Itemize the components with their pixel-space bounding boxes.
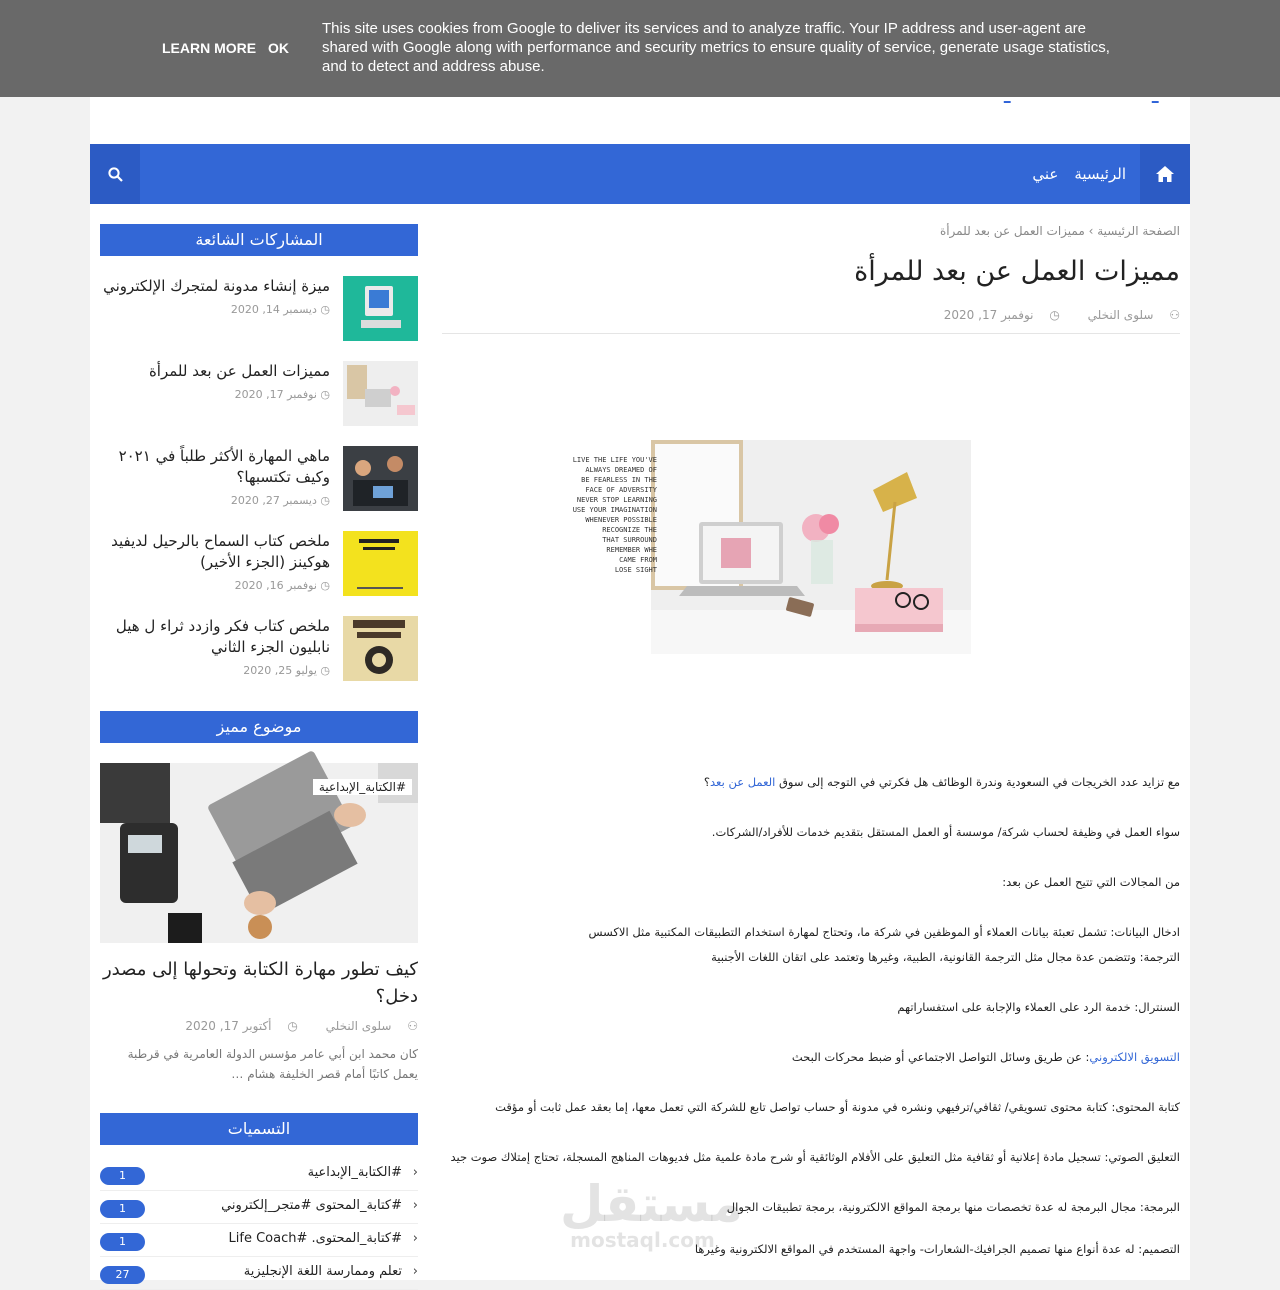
popular-post-date: ◷ نوفمبر 17, 2020 xyxy=(234,388,330,401)
popular-post-title[interactable]: ملخص كتاب فكر وازدد ثراء ل هيل نابليون الجزء الثاني xyxy=(115,617,330,656)
post-paragraph: ادخال البيانات: تشمل تعبئة بيانات العملاء أو الموظفين في شركة ما، وتحتاج لمهارة استخدام التطبيقات المكتبية مثل الاكسس xyxy=(588,925,1180,939)
svg-text:CAME FROM: CAME FROM xyxy=(619,556,657,564)
svg-text:BE FEARLESS IN THE: BE FEARLESS IN THE xyxy=(581,476,657,484)
watermark-arabic: مستقل xyxy=(560,1175,743,1233)
popular-post-title[interactable]: ملخص كتاب السماح بالرحيل لديفيد هوكينز (الجزء الأخير) xyxy=(111,532,330,571)
cookie-text: This site uses cookies from Google to deliver its services and to analyze traffic. Your IP address and user-agent are shared with Google along with performance and security metrics to ensure quality of service, generate usage statistics, and to detect and address abuse. xyxy=(322,20,1110,75)
post-thumbnail[interactable] xyxy=(343,446,418,511)
popular-post-title[interactable]: مميزات العمل عن بعد للمرأة xyxy=(148,362,330,380)
watermark-url: mostaql.com xyxy=(570,1228,715,1252)
post-paragraph: البرمجة: مجال البرمجة له عدة تخصصات منها برمجة المواقع الالكترونية، برمجة تطبيقات الجوال xyxy=(726,1200,1180,1214)
post-thumbnail[interactable] xyxy=(343,616,418,681)
clock-icon: ◷ xyxy=(316,388,330,401)
ok-button[interactable]: OK xyxy=(268,40,289,56)
label-count: 1 xyxy=(100,1233,145,1251)
svg-text:REMEMBER WHE: REMEMBER WHE xyxy=(606,546,657,554)
label-name[interactable]: #الكتابة_الإبداعية xyxy=(307,1165,402,1180)
clock-icon: ◷ xyxy=(316,494,330,507)
popular-post-date: ◷ ديسمبر 27, 2020 xyxy=(230,494,330,507)
label-item[interactable] xyxy=(100,1257,418,1290)
page-container xyxy=(90,0,1190,1280)
post-image xyxy=(572,440,971,654)
link-remote-work[interactable]: العمل عن بعد xyxy=(710,775,776,789)
post-paragraph: من المجالات التي تتيح العمل عن بعد: xyxy=(1002,875,1180,889)
svg-text:FACE OF ADVERSITY: FACE OF ADVERSITY xyxy=(585,486,657,494)
main-nav xyxy=(90,144,1190,204)
popular-post-date: ◷ ديسمبر 14, 2020 xyxy=(230,303,330,316)
label-name[interactable]: تعلم وممارسة اللغة الإنجليزية xyxy=(243,1264,402,1279)
user-icon: ⚇ xyxy=(1165,308,1180,322)
post-thumbnail[interactable] xyxy=(343,531,418,596)
divider xyxy=(442,333,1180,334)
clock-icon: ◷ xyxy=(1045,308,1060,322)
featured-post-meta xyxy=(161,1019,418,1033)
svg-text:LOSE SIGHT: LOSE SIGHT xyxy=(614,566,657,574)
clock-icon: ◷ xyxy=(316,303,330,316)
learn-more-button[interactable]: LEARN MORE xyxy=(162,40,257,56)
svg-text:USE YOUR IMAGINATION: USE YOUR IMAGINATION xyxy=(572,506,657,514)
label-count: 1 xyxy=(100,1200,145,1218)
popular-post-date: ◷ نوفمبر 16, 2020 xyxy=(234,579,330,592)
clock-icon: ◷ xyxy=(283,1019,298,1033)
search-button[interactable] xyxy=(90,144,140,204)
svg-text:WHENEVER POSSIBLE: WHENEVER POSSIBLE xyxy=(585,516,657,524)
post-paragraph: سواء العمل في وظيفة لحساب شركة/ موسسة أو العمل المستقل بتقديم خدمات للأفراد/الشركات. xyxy=(711,825,1180,839)
watermark xyxy=(560,1175,743,1252)
list-item[interactable] xyxy=(100,276,418,342)
user-icon: ⚇ xyxy=(403,1019,418,1033)
post-thumbnail[interactable] xyxy=(343,361,418,426)
nav-links xyxy=(1032,144,1126,204)
featured-post-excerpt: كان محمد ابن أبي عامر مؤسس الدولة العامرية في قرطبة يعمل كاتبًا أمام قصر الخليفة هشام … xyxy=(127,1047,418,1081)
post-paragraph: مع تزايد عدد الخريجات في السعودية وندرة الوظائف هل فكرتي في التوجه إلى سوق العمل عن بعد؟ xyxy=(703,775,1180,789)
popular-posts-title: المشاركات الشائعة xyxy=(100,224,418,256)
label-item[interactable] xyxy=(100,1191,418,1224)
author[interactable]: ⚇ سلوى النخلي xyxy=(1087,308,1180,322)
clock-icon: ◷ xyxy=(316,579,330,592)
chevron-left-icon: ‹ xyxy=(412,1198,418,1213)
search-icon xyxy=(108,167,123,182)
popular-post-title[interactable]: ماهي المهارة الأكثر طلباً في ٢٠٢١ وكيف تكتسبها؟ xyxy=(118,447,330,486)
featured-post-title-bar: موضوع مميز xyxy=(100,711,418,743)
cookie-bar xyxy=(0,0,1280,97)
chevron-left-icon: ‹ xyxy=(412,1165,418,1180)
home-button[interactable] xyxy=(1140,144,1190,204)
post-title: مميزات العمل عن بعد للمرأة xyxy=(854,256,1180,287)
popular-post-date: ◷ يوليو 25, 2020 xyxy=(243,664,330,677)
clock-icon: ◷ xyxy=(316,664,330,677)
svg-text:LIVE THE LIFE YOU'VE: LIVE THE LIFE YOU'VE xyxy=(572,456,657,464)
post-paragraph: السنترال: خدمة الرد على العملاء والإجابة على استفساراتهم xyxy=(897,1000,1180,1014)
breadcrumb[interactable]: الصفحة الرئيسية › مميزات العمل عن بعد للمرأة xyxy=(939,224,1180,238)
list-item[interactable] xyxy=(100,446,418,512)
list-item[interactable] xyxy=(100,531,418,597)
labels-title: التسميات xyxy=(100,1113,418,1145)
svg-text:NEVER STOP LEARNING: NEVER STOP LEARNING xyxy=(576,496,657,504)
svg-text:RECOGNIZE THE: RECOGNIZE THE xyxy=(602,526,657,534)
list-item[interactable] xyxy=(100,361,418,427)
post-paragraph: التسويق الالكتروني: عن طريق وسائل التواصل الاجتماعي أو ضبط محركات البحث xyxy=(791,1050,1180,1064)
author[interactable]: ⚇ سلوى النخلي xyxy=(325,1019,418,1033)
post-paragraph: التصميم: له عدة أنواع منها تصميم الجرافيك-الشعارات- واجهة المستخدم في المواقع الالكترونية وغيرها xyxy=(694,1242,1180,1256)
label-name[interactable]: #كتابة_المحتوى #متجر_إلكتروني xyxy=(221,1198,402,1213)
label-item[interactable] xyxy=(100,1158,418,1191)
link-e-marketing[interactable]: التسويق الالكتروني xyxy=(1089,1050,1180,1064)
list-item[interactable] xyxy=(100,616,418,682)
popular-post-title[interactable]: ميزة إنشاء مدونة لمتجرك الإلكتروني xyxy=(103,277,330,295)
label-count: 27 xyxy=(100,1266,145,1284)
label-name[interactable]: #كتابة_المحتوى. #Life Coach xyxy=(228,1231,402,1246)
post-meta xyxy=(920,308,1180,322)
label-count: 1 xyxy=(100,1167,145,1185)
featured-post-tag[interactable]: #الكتابة_الإبداعية xyxy=(313,779,412,795)
chevron-left-icon: ‹ xyxy=(412,1231,418,1246)
svg-text:THAT SURROUND: THAT SURROUND xyxy=(602,536,657,544)
label-item[interactable] xyxy=(100,1224,418,1257)
post-paragraph: الترجمة: وتتضمن عدة مجال مثل الترجمة القانونية، الطبية، وغيرها وتعتمد على اتقان اللغات الأجنبية xyxy=(711,950,1180,964)
home-icon xyxy=(1156,166,1174,182)
chevron-left-icon: ‹ xyxy=(412,1264,418,1279)
nav-item-home[interactable]: الرئيسية xyxy=(1074,165,1126,183)
featured-post-image[interactable] xyxy=(100,763,418,943)
post-paragraph: كتابة المحتوى: كتابة محتوى تسويقي/ ثقافي/ترفيهي ونشره في مدونة أو حساب تواصل تابع للشركة التي تعمل معها، إما بعقد عمل ثابت أو مؤقت xyxy=(495,1100,1180,1114)
featured-post-title[interactable]: كيف تطور مهارة الكتابة وتحولها إلى مصدر دخل؟ xyxy=(102,959,418,1007)
post-thumbnail[interactable] xyxy=(343,276,418,341)
post-date: ◷ أكتوبر 17, 2020 xyxy=(185,1019,298,1033)
nav-item-about[interactable]: عني xyxy=(1032,165,1059,183)
post-paragraph: التعليق الصوتي: تسجيل مادة إعلانية أو ثقافية مثل التعليق على الأفلام الوثائقية أو شرح مادة علمية مثل فديوهات المناهج المسجلة، تحتاج إمتلاك صوت جيد xyxy=(450,1150,1180,1164)
svg-text:ALWAYS DREAMED OF: ALWAYS DREAMED OF xyxy=(585,466,657,474)
post-date: ◷ نوفمبر 17, 2020 xyxy=(943,308,1060,322)
